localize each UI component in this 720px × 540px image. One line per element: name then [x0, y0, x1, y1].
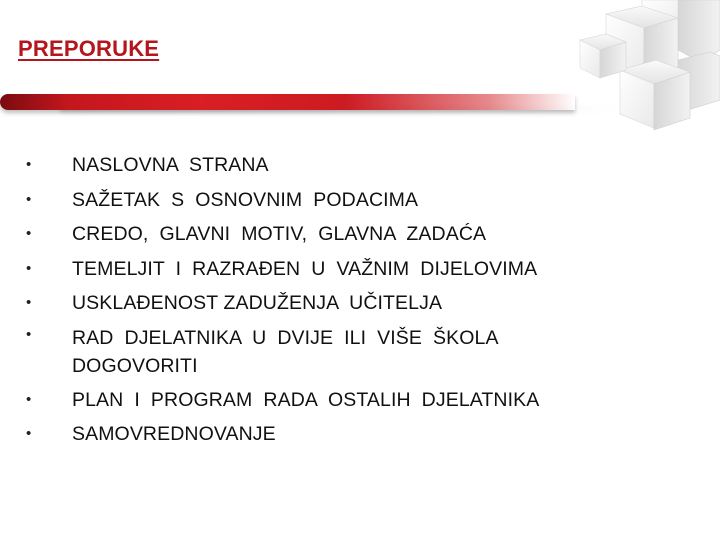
list-item	[26, 183, 706, 218]
bullet-icon: •	[26, 325, 32, 343]
list-item-text: PLAN I PROGRAM RADA OSTALIH DJELATNIKA	[72, 388, 540, 411]
list-item	[26, 321, 706, 383]
slide-title: PREPORUKE	[18, 36, 160, 61]
bullet-icon: •	[26, 294, 32, 311]
recommendation-list	[26, 148, 706, 452]
bullet-icon: •	[26, 190, 32, 208]
list-item-text: SAMOVREDNOVANJE	[72, 423, 276, 445]
bullet-icon: •	[26, 425, 32, 442]
list-item	[26, 148, 706, 183]
list-item	[26, 417, 706, 452]
list-item-text: TEMELJIT I RAZRAĐEN U VAŽNIM DIJELOVIMA	[72, 257, 538, 280]
list-item-text: RAD DJELATNIKA U DVIJE ILI VIŠE ŠKOLA DOGOVORITI	[72, 326, 499, 377]
bullet-icon: •	[26, 156, 32, 173]
list-item-text: NASLOVNA STRANA	[72, 154, 269, 176]
list-item-text: SAŽETAK S OSNOVNIM PODACIMA	[72, 188, 419, 211]
bullet-icon: •	[26, 390, 32, 408]
bullet-icon: •	[26, 225, 32, 242]
list-item	[26, 217, 706, 252]
list-item	[26, 286, 706, 321]
list-item	[26, 383, 706, 418]
list-item	[26, 252, 706, 287]
list-item-text: USKLAĐENOST ZADUŽENJA UČITELJA	[72, 292, 443, 314]
list-item-text: CREDO, GLAVNI MOTIV, GLAVNA ZADAĆA	[72, 223, 487, 245]
title-accent-bar	[0, 94, 575, 110]
cube-staircase-icon	[560, 0, 720, 135]
bullet-icon: •	[26, 259, 32, 277]
